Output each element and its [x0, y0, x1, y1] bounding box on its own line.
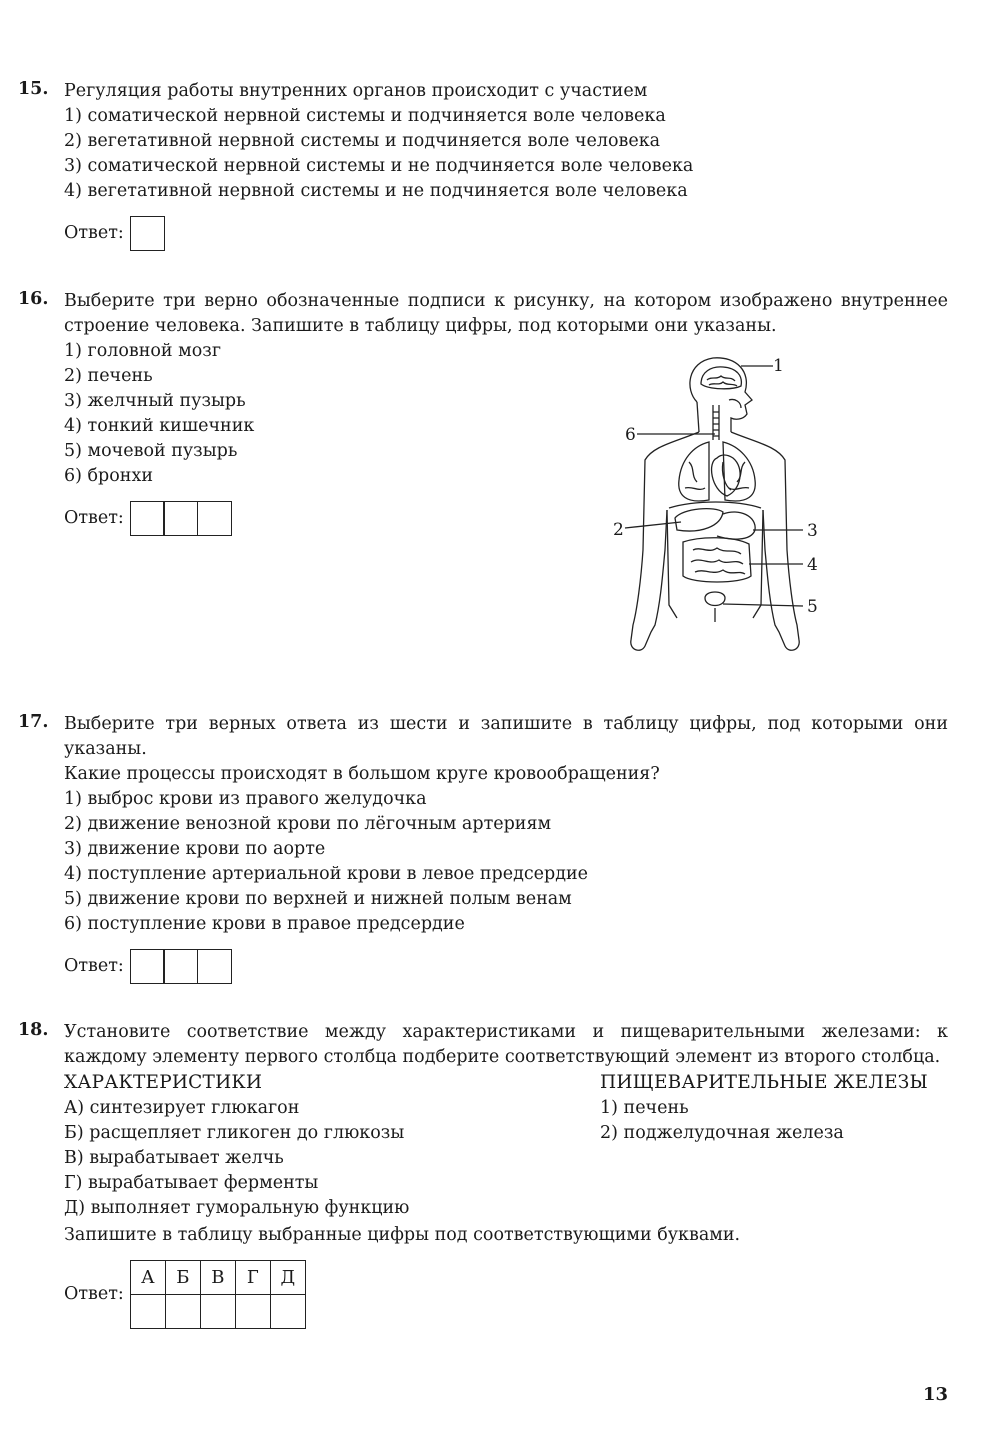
- answer-cell[interactable]: [235, 1295, 270, 1329]
- answer-cell[interactable]: [197, 949, 232, 984]
- answer-row: [64, 216, 948, 251]
- answer-label: Ответ:: [64, 508, 124, 528]
- answer-label: Ответ:: [64, 1284, 124, 1304]
- page-number: 13: [922, 1384, 948, 1405]
- option-5: 5) мочевой пузырь: [64, 441, 238, 461]
- right-column: [600, 1070, 948, 1221]
- option-4: 4) поступление артериальной крови в левое предсердие: [64, 864, 589, 884]
- left-item-g: Г) вырабатывает ферменты: [64, 1173, 319, 1193]
- answer-label: Ответ:: [64, 223, 124, 243]
- figure-label-6: 6: [625, 425, 636, 445]
- answer-row: [64, 1260, 948, 1329]
- answer-cells: [130, 501, 232, 536]
- right-item-2: 2) поджелудочная железа: [600, 1123, 844, 1143]
- answer-cell[interactable]: [130, 1295, 165, 1329]
- left-item-d: Д) выполняет гуморальную функцию: [64, 1198, 410, 1218]
- matching-columns: [64, 1070, 948, 1221]
- question-17: [18, 712, 948, 984]
- instruction: Запишите в таблицу выбранные цифры под соответствующими буквами.: [64, 1225, 741, 1245]
- figure-label-5: 5: [807, 597, 818, 617]
- option-3: 3) соматической нервной системы и не подчиняется воле человека: [64, 156, 694, 176]
- option-1: 1) головной мозг: [64, 341, 222, 361]
- question-text: Выберите три верных ответа из шести и запишите в таблицу цифры, под которыми они указаны.: [64, 714, 948, 759]
- question-text: Выберите три верно обозначенные подписи к рисунку, на котором изображено внутреннее строение человека. Запишите в таблицу цифры, под которыми они указаны.: [64, 291, 948, 336]
- answer-table-header-row: [130, 1261, 305, 1295]
- option-1: 1) выброс крови из правого желудочка: [64, 789, 427, 809]
- answer-table-header: Д: [270, 1261, 305, 1295]
- answer-label: Ответ:: [64, 956, 124, 976]
- answer-cell[interactable]: [200, 1295, 235, 1329]
- left-column: [64, 1070, 409, 1221]
- right-item-1: 1) печень: [600, 1098, 689, 1118]
- figure-label-4: 4: [807, 555, 818, 575]
- option-6: 6) поступление крови в правое предсердие: [64, 914, 465, 934]
- answer-cell[interactable]: [197, 501, 232, 536]
- answer-table: [130, 1260, 306, 1329]
- answer-cells: [130, 949, 232, 984]
- answer-cell[interactable]: [130, 949, 165, 984]
- answer-cell[interactable]: [165, 1295, 200, 1329]
- answer-table-header: Г: [235, 1261, 270, 1295]
- answer-table-header: А: [130, 1261, 165, 1295]
- option-4: 4) вегетативной нервной системы и не подчиняется воле человека: [64, 181, 688, 201]
- option-2: 2) вегетативной нервной системы и подчиняется воле человека: [64, 131, 661, 151]
- answer-table-input-row: [130, 1295, 305, 1329]
- left-item-b: Б) расщепляет гликоген до глюкозы: [64, 1123, 405, 1143]
- option-3: 3) движение крови по аорте: [64, 839, 326, 859]
- question-15: [18, 79, 948, 251]
- option-6: 6) бронхи: [64, 466, 153, 486]
- question-number: 15.: [18, 79, 49, 99]
- left-item-v: В) вырабатывает желчь: [64, 1148, 284, 1168]
- answer-table-header: Б: [165, 1261, 200, 1295]
- left-column-header: ХАРАКТЕРИСТИКИ: [64, 1072, 263, 1093]
- answer-cell[interactable]: [130, 216, 165, 251]
- question-number: 17.: [18, 712, 49, 732]
- question-text: Установите соответствие между характеристиками и пищеварительными железами: к каждому элементу первого столбца подберите соответствующий элемент из второго столбца.: [64, 1022, 948, 1067]
- human-anatomy-figure: [605, 350, 835, 665]
- answer-cell[interactable]: [163, 949, 198, 984]
- question-18: [18, 1020, 948, 1329]
- option-2: 2) печень: [64, 366, 153, 386]
- question-text: Регуляция работы внутренних органов происходит с участием: [64, 81, 648, 101]
- figure-label-1: 1: [773, 356, 784, 376]
- figure-label-3: 3: [807, 521, 818, 541]
- option-5: 5) движение крови по верхней и нижней полым венам: [64, 889, 572, 909]
- option-1: 1) соматической нервной системы и подчиняется воле человека: [64, 106, 666, 126]
- option-3: 3) желчный пузырь: [64, 391, 246, 411]
- answer-cell[interactable]: [163, 501, 198, 536]
- right-column-header: ПИЩЕВАРИТЕЛЬНЫЕ ЖЕЛЕЗЫ: [600, 1072, 928, 1093]
- answer-cell[interactable]: [270, 1295, 305, 1329]
- answer-row: [64, 949, 948, 984]
- left-item-a: А) синтезирует глюкагон: [64, 1098, 300, 1118]
- answer-cells: [130, 216, 165, 251]
- figure-label-2: 2: [613, 520, 624, 540]
- answer-table-header: В: [200, 1261, 235, 1295]
- question-number: 18.: [18, 1020, 49, 1040]
- answer-cell[interactable]: [130, 501, 165, 536]
- question-subtext: Какие процессы происходят в большом круге кровообращения?: [64, 764, 660, 784]
- option-2: 2) движение венозной крови по лёгочным артериям: [64, 814, 552, 834]
- question-number: 16.: [18, 289, 49, 309]
- option-4: 4) тонкий кишечник: [64, 416, 255, 436]
